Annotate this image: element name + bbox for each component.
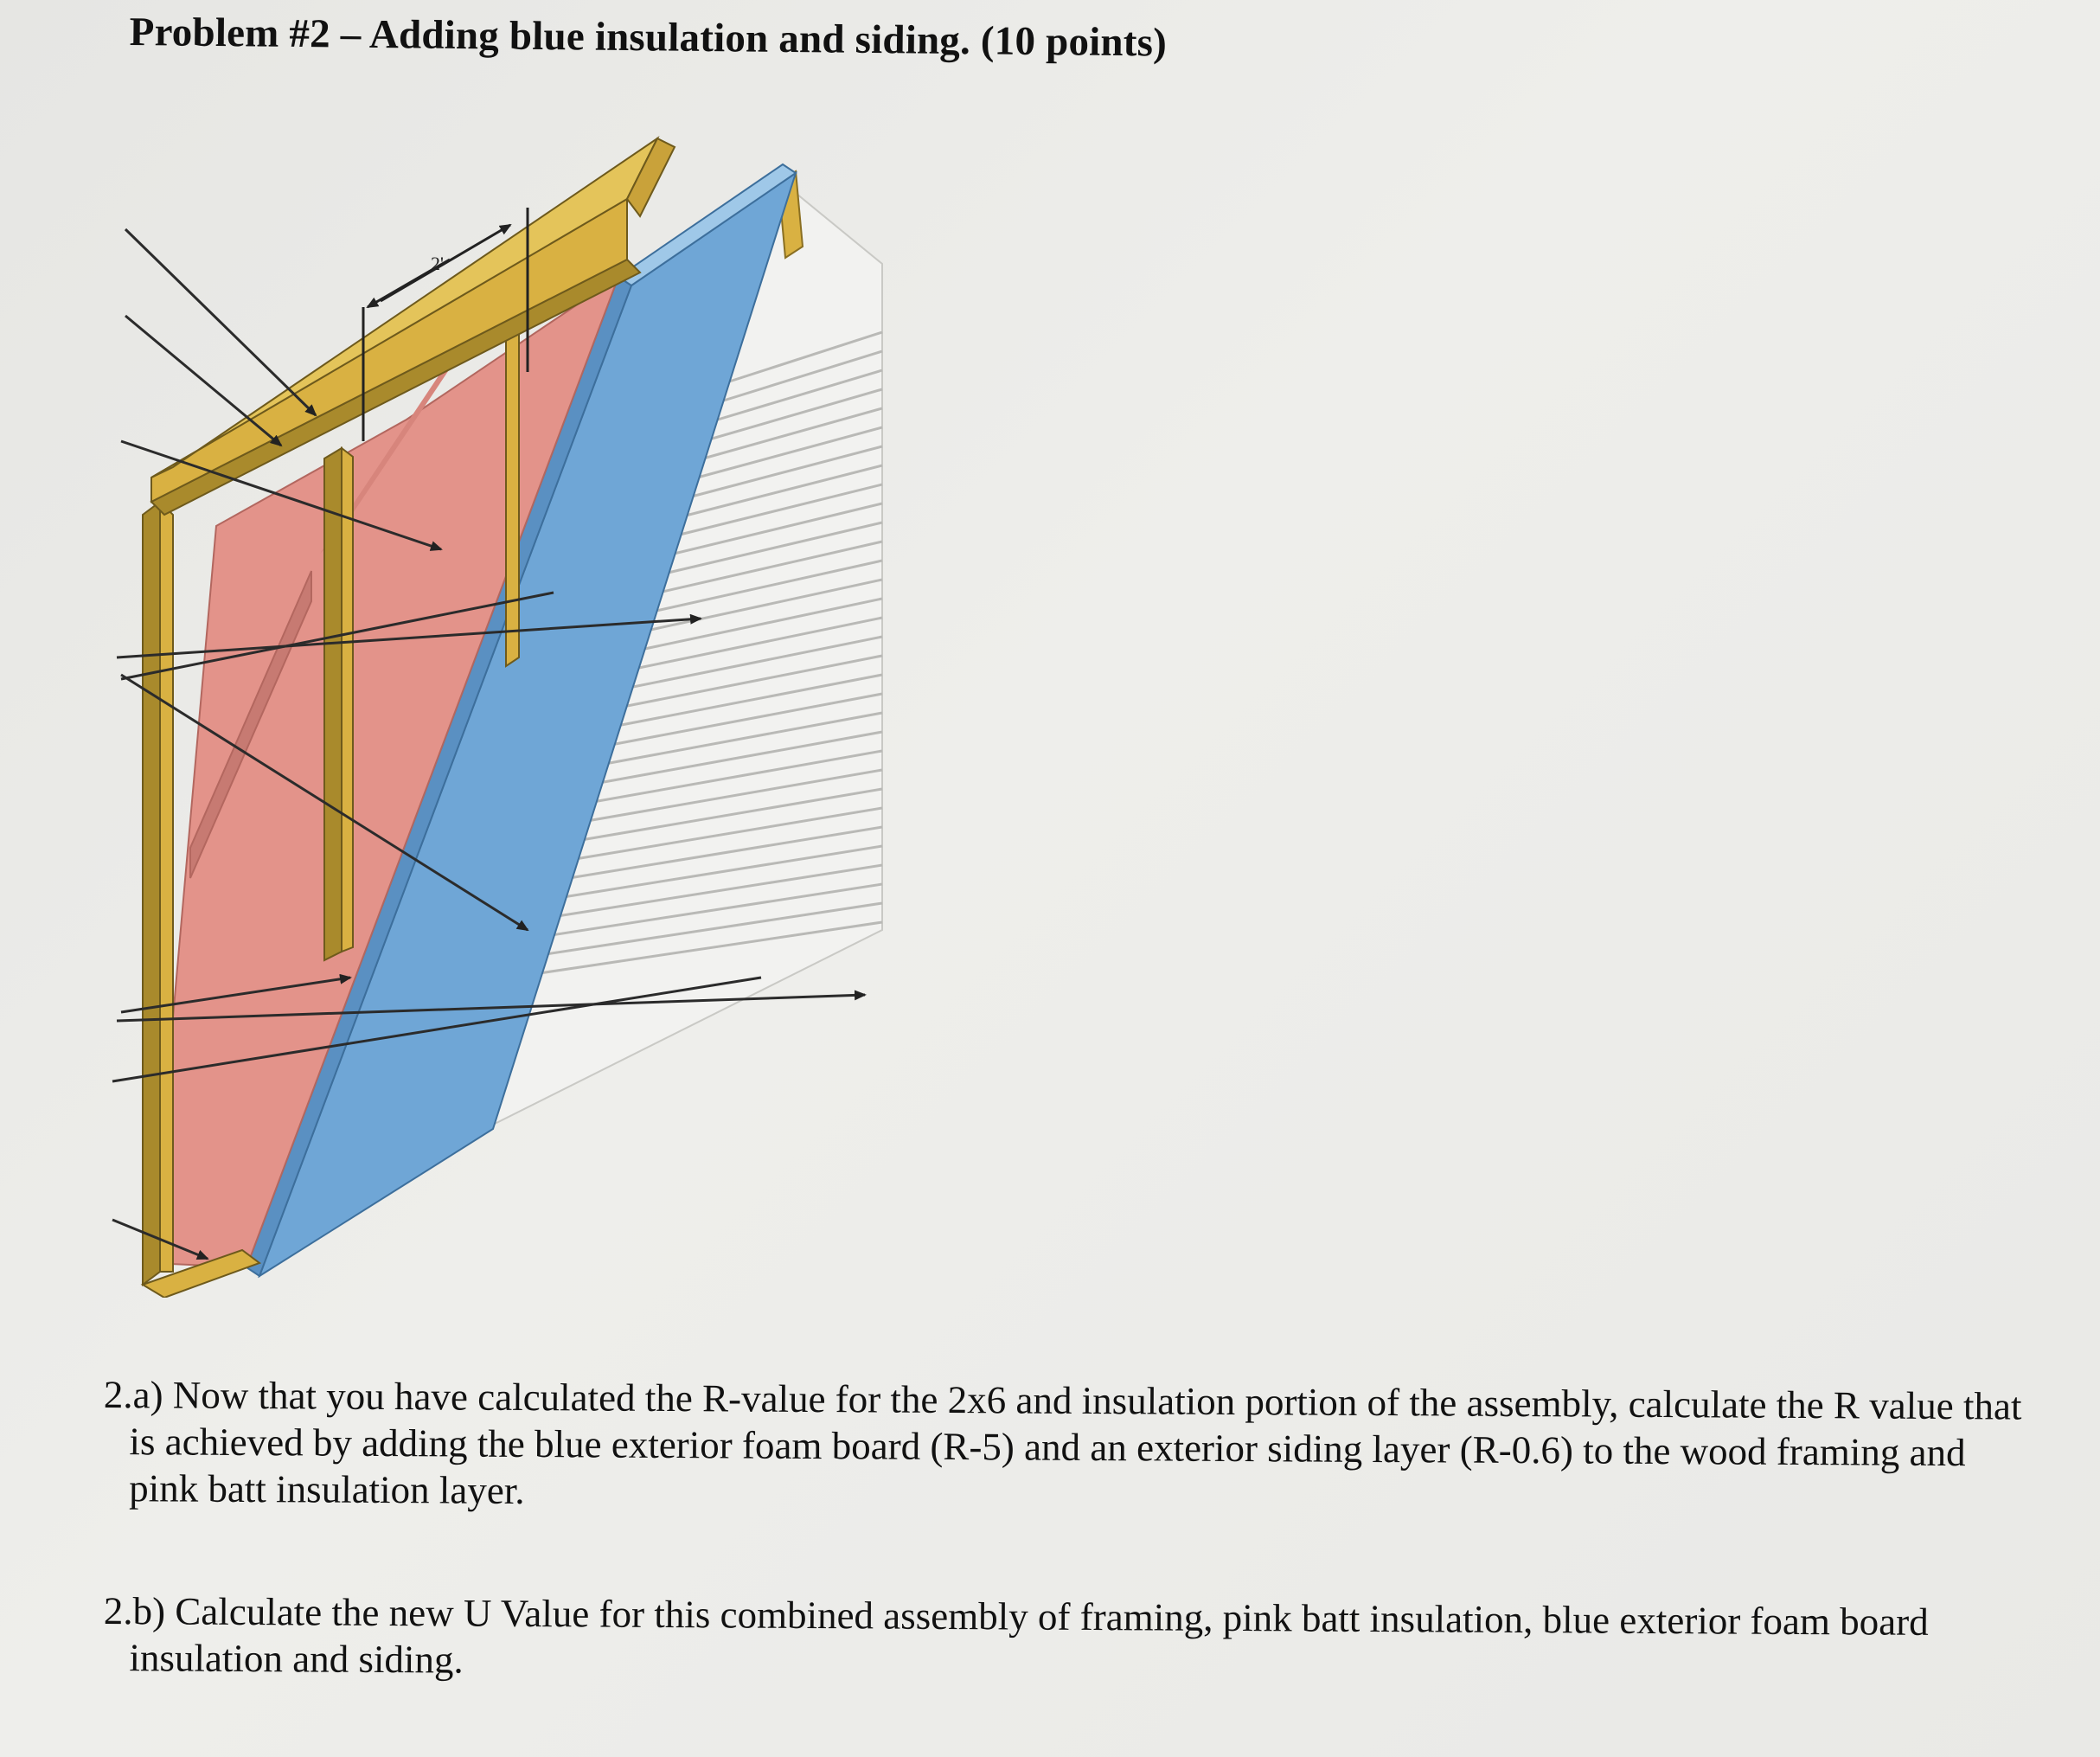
question-2b (103, 1587, 2041, 1693)
problem-title: Problem #2 – Adding blue insulation and siding. (10 points) (129, 9, 1168, 66)
question-label: 2.a) (103, 1373, 163, 1417)
question-label: 2.b) (103, 1589, 166, 1633)
question-text: Calculate the new U Value for this combined assembly of framing, pink batt insulation, blue exterior foam board insulation and siding. (129, 1589, 1929, 1682)
question-text: Now that you have calculated the R-value for the 2x6 and insulation portion of the assembly, calculate the R value that is achieved by adding the blue exterior foam board (R-5) and an exterior siding layer (R-0.6) to the wood framing and pink batt insulation layer. (129, 1373, 2022, 1512)
wall-assembly-diagram (104, 121, 917, 1298)
wall-section-drawing (104, 121, 917, 1298)
dimension-label: 2' (431, 253, 444, 274)
question-2a (103, 1371, 2041, 1523)
